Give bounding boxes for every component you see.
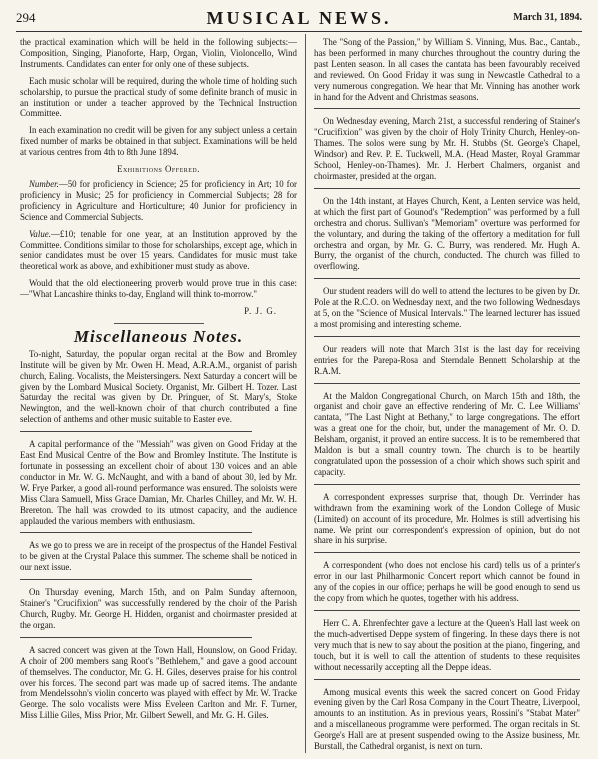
separator xyxy=(20,431,252,432)
value-text: —£10; tenable for one year, at an Institution approved by the Committee. Conditions similar to those for scholarships, except age, which in senior candidates must be over 15 years. Candidates for music must take theoretical work as above, and exhibitioner must study as above. xyxy=(20,228,297,272)
paragraph: As we go to press we are in receipt of the prospectus of the Handel Festival to be given at the Crystal Palace this summer. The scheme shall be noticed in our next issue. xyxy=(20,540,297,573)
header-rule xyxy=(16,31,582,32)
paragraph: Our student readers will do well to attend the lectures to be given by Dr. Pole at the R.C.O. on Wednesday next, and the two following Wednesdays at 5, on the "Science of Musical Intervals." The learned lecturer has issued a most promising and interesting scheme. xyxy=(314,286,580,329)
separator xyxy=(20,579,252,580)
paragraph: Among musical events this week the sacred concert on Good Friday evening given by the Carl Rosa Company in the Court Theatre, Liverpool, amounts to an institution. As in previous years, Rossini's "Stabat Mater" and a miscellaneous programme were performed. The organ recitals in St. George's Hall are at present suspended owing to the Assize business, Mr. Burstall, the Cathedral organist, is next on turn. xyxy=(314,686,580,752)
paragraph: A correspondent (who does not enclose his card) tells us of a printer's error in our last Philharmonic Concert report which cannot be found in any of the copies in our office; perhaps he will be good enough to send us the copy from which he quotes, together with his address. xyxy=(314,560,580,604)
separator xyxy=(314,188,580,189)
left-column xyxy=(20,37,297,753)
issue-date: March 31, 1894. xyxy=(513,12,582,23)
number-paragraph xyxy=(20,179,297,223)
separator xyxy=(314,610,580,611)
paragraph: Our readers will note that March 31st is the last day for receiving entries for the Parepa-Rosa and Sterndale Bennett Scholarship at the R.A.M. xyxy=(314,343,580,376)
paragraph: the practical examination which will be held in the following subjects:—Composition, Singing, Pianoforte, Harp, Organ, Violin, Violoncello, Wind Instruments. Candidates can enter for only one of these subjects. xyxy=(20,37,297,69)
closing-paragraph: Would that the old electioneering proverb would prove true in this case:—"What Lancashire thinks to-day, England will think to-morrow." xyxy=(20,278,297,300)
paragraph: On Wednesday evening, March 21st, a successful rendering of Stainer's "Crucifixion" was given by the choir of Holy Trinity Church, Henley-on-Thames. The solos were sung by Mr. H. Stubbs (St. George's Chapel, Windsor) and Rev. P. E. Tuckwell, M.A. (Head Master, Royal Grammar School, Henley-on-Thames). Mr. J. Herbert Chalmers, organist and choirmaster, presided at the organ. xyxy=(314,116,580,181)
paragraph: Herr C. A. Ehrenfechter gave a lecture at the Queen's Hall last week on the much-advertised Deppe system of fingering. In these days there is not very much that is new to say about the position at the piano, fingering, and touch, but it is well to call the attention of students to these requisites without necessarily accepting all the Deppe ideas. xyxy=(314,617,580,672)
paragraph: In each examination no credit will be given for any subject unless a certain fixed number of marks be obtained in that subject. Examinations will be held at various centres from 4th to 8th June 1894. xyxy=(20,125,297,158)
section-heading: Miscellaneous Notes. xyxy=(73,326,244,346)
column-divider xyxy=(305,34,306,753)
separator xyxy=(314,383,580,384)
paragraph: A correspondent expresses surprise that, though Dr. Verrinder has withdrawn from the examining work of the London College of Music (Limited) on account of its procedure, Mr. Holmes is still advertising his name. We print our correspondent's expression of opinion, but do not share in his surprise. xyxy=(314,491,580,546)
separator xyxy=(314,552,580,553)
paragraph: Each music scholar will be required, during the whole time of holding such scholarship, to pursue the practical study of some definite branch of music in an institution or under a teacher approved by the Technical Instruction Committee. xyxy=(20,75,297,119)
paragraph: The "Song of the Passion," by William S. Vinning, Mus. Bac., Cantab., has been performed in many churches throughout the country during the past Lenten season. In all cases the cantata has been favourably received and reviewed. On Good Friday it was sung in Newcastle Cathedral to a very numerous congregation. We hear that Mr. Vinning has another work in hand for the Advent and Christmas seasons. xyxy=(314,37,580,102)
page-number: 294 xyxy=(16,10,36,25)
page-header xyxy=(16,8,582,30)
short-rule xyxy=(114,323,204,324)
signature: P. J. G. xyxy=(244,306,277,317)
paragraph: To-night, Saturday, the popular organ recital at the Bow and Bromley Institute will be given by Mr. Owen H. Mead, A.R.A.M., organist of parish church, Ealing. Vocalists, the Meistersingers. Next Saturday a concert will be given by the Lombard Musical Society. Organist, Mr. Gilbert H. Tozer. Last Saturday the recital was given by Dr. Pringuer, of St. Mary's, Stoke Newington, and the well-known choir of that church contributed a fine selection of anthems and other music suitable to Easter eve. xyxy=(20,348,297,425)
separator xyxy=(314,484,580,485)
number-label: Number. xyxy=(29,178,59,189)
value-paragraph xyxy=(20,229,297,273)
right-column xyxy=(314,37,580,753)
paragraph: A capital performance of the "Messiah" was given on Good Friday at the East End Musical Centre of the Bow and Bromley Institute. The Institute is fortunate in possessing an excellent choir of about 130 voices and an able conductor in Mr. W. G. McNaught, and with a band of about 30, led by Mr. W. Frye Parker, a good all-round performance was ensured. The soloists were Miss Clara Samuell, Miss Grace Damian, Mr. Charles Chilley, and Mr. W. H. Brereton. The hall was crowded to its utmost capacity, and the audience applauded the various members with enthusiasm. xyxy=(20,439,297,526)
paragraph: At the Maldon Congregational Church, on March 15th and 18th, the organist and choir gave an effective rendering of Mr. C. Lee Williams' cantata, "The Last Night at Bethany," to large congregations. The effort was a great one for the choir, but, under the management of Mr. O. D. Belsham, organist, it proved an entire success. It is to be remembered that Maldon is but a small country town. The church is to be heartily congratulated upon the possession of a choir which shows such spirit and capacity. xyxy=(314,390,580,477)
separator xyxy=(314,108,580,109)
separator xyxy=(314,336,580,337)
paragraph: On Thursday evening, March 15th, and on Palm Sunday afternoon, Stainer's "Crucifixion" was successfully rendered by the choir of the Parish Church, Rugby. Mr. George H. Hidden, organist and choirmaster presided at the organ. xyxy=(20,587,297,630)
value-label: Value. xyxy=(29,228,51,239)
separator xyxy=(20,637,252,638)
exhibitions-heading: Exhibitions Offered. xyxy=(117,164,200,175)
paragraph: A sacred concert was given at the Town Hall, Hounslow, on Good Friday. A choir of 200 members sang Root's "Bethlehem," and gave a good account of themselves. The conductor, Mr. G. H. Giles, deserves praise for his control over his forces. The second part was made up of sacred items. The andante from Mendelssohn's violin concerto was played with effect by Mr. W. Tracke George. The solo vocalists were Miss Eveleen Carlton and Mr. F. Turner, Miss Lillie Giles, Miss Prior, Mr. Gilbert Sewell, and Mr. G. H. Giles. xyxy=(20,644,297,721)
number-text: —50 for proficiency in Science; 25 for proficiency in Art; 10 for proficiency in Music; 25 for proficiency in Commercial Subjects; 28 for proficiency in Agriculture and Horticulture; 40 Junior for proficiency in Science and Commercial Subjects. xyxy=(20,178,297,222)
separator xyxy=(20,532,252,533)
masthead-title: MUSICAL NEWS. xyxy=(206,8,392,28)
separator xyxy=(314,679,580,680)
paragraph: On the 14th instant, at Hayes Church, Kent, a Lenten service was held, at which the first part of Gounod's "Redemption" was performed by a full orchestra and chorus. Sullivan's "Memoriam" overture was performed for the voluntary, and during the taking of the offertory a meditation for full orchestra and organ, by Mr. G. C. Burry, was rendered. Mr. Hugh A. Burry, the organist of the church, conducted. The church was filled to overflowing. xyxy=(314,195,580,272)
separator xyxy=(314,278,580,279)
